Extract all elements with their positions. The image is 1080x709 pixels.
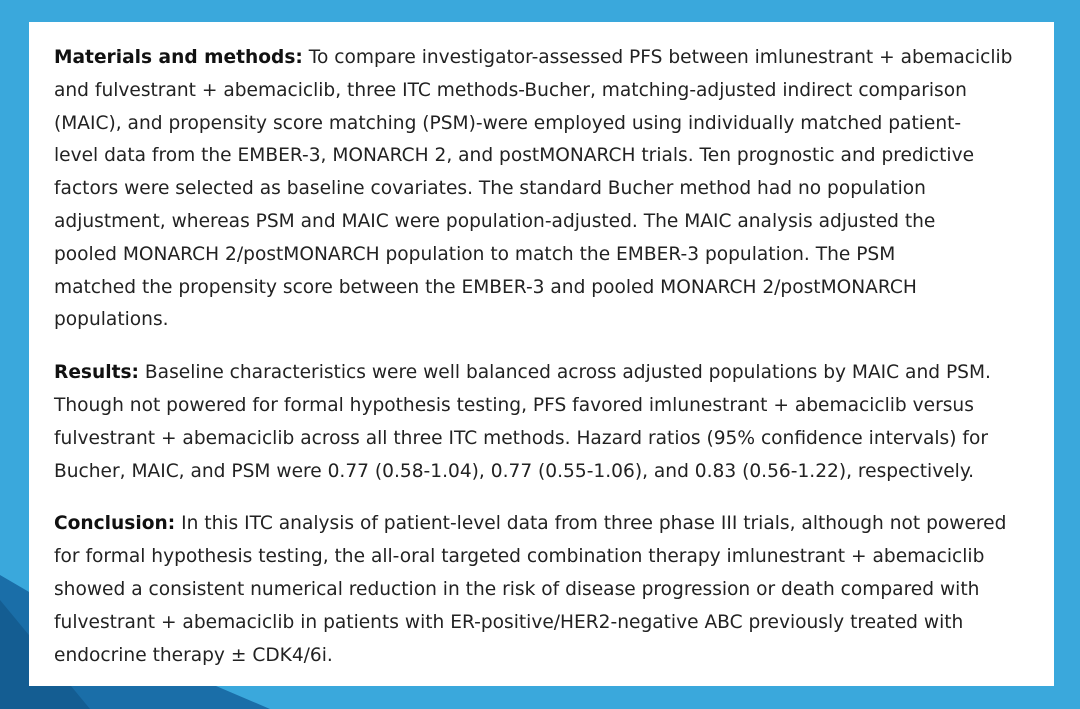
abstract-card (29, 22, 1054, 686)
results-paragraph (54, 357, 1034, 488)
materials-methods-heading: Materials and methods: (54, 47, 303, 68)
conclusion-text: In this ITC analysis of patient-level data from three phase III trials, although not powered for formal hypothesis testing, the all-oral targeted combination therapy imlunestrant + abemaciclib showed a consistent numerical reduction in the risk of disease progression or death compared with fulvestrant + abemaciclib in patients with ER-positive/HER2-negative ABC previously treated with endocrine therapy ± CDK4/6i. (54, 513, 1007, 666)
conclusion-heading: Conclusion: (54, 513, 176, 535)
results-text: Baseline characteristics were well balanced across adjusted populations by MAIC and PSM. Though not powered for formal hypothesis testing, PFS favored imlunestrant + abemaciclib versus fulvestrant + abemaciclib across all three ITC methods. Hazard ratios (95% confidence intervals) for Bucher, MAIC, and PSM were 0.77 (0.58-1.04), 0.77 (0.55-1.06), and 0.83 (0.56-1.22), respectively. (54, 362, 991, 482)
materials-methods-text: To compare investigator-assessed PFS between imlunestrant + abemaciclib and fulvestrant + abemaciclib, three ITC methods-Bucher, matching-adjusted indirect comparison (MAIC), and propensity score matching (PSM)-were employed using individually matched patient- level data from the EMBER-3, MONARCH 2, and postMONARCH trials. Ten prognostic and predictive factors were selected as baseline covariates. The standard Bucher method had no population adjustment, whereas PSM and MAIC were population-adjusted. The MAIC analysis adjusted the pooled MONARCH 2/postMONARCH population to match the EMBER-3 population. The PSM matched the propensity score between the EMBER-3 and pooled MONARCH 2/postMONARCH populations. (54, 47, 1013, 331)
conclusion-paragraph (54, 508, 1034, 672)
materials-methods-paragraph (54, 42, 1034, 337)
results-heading: Results: (54, 362, 139, 384)
